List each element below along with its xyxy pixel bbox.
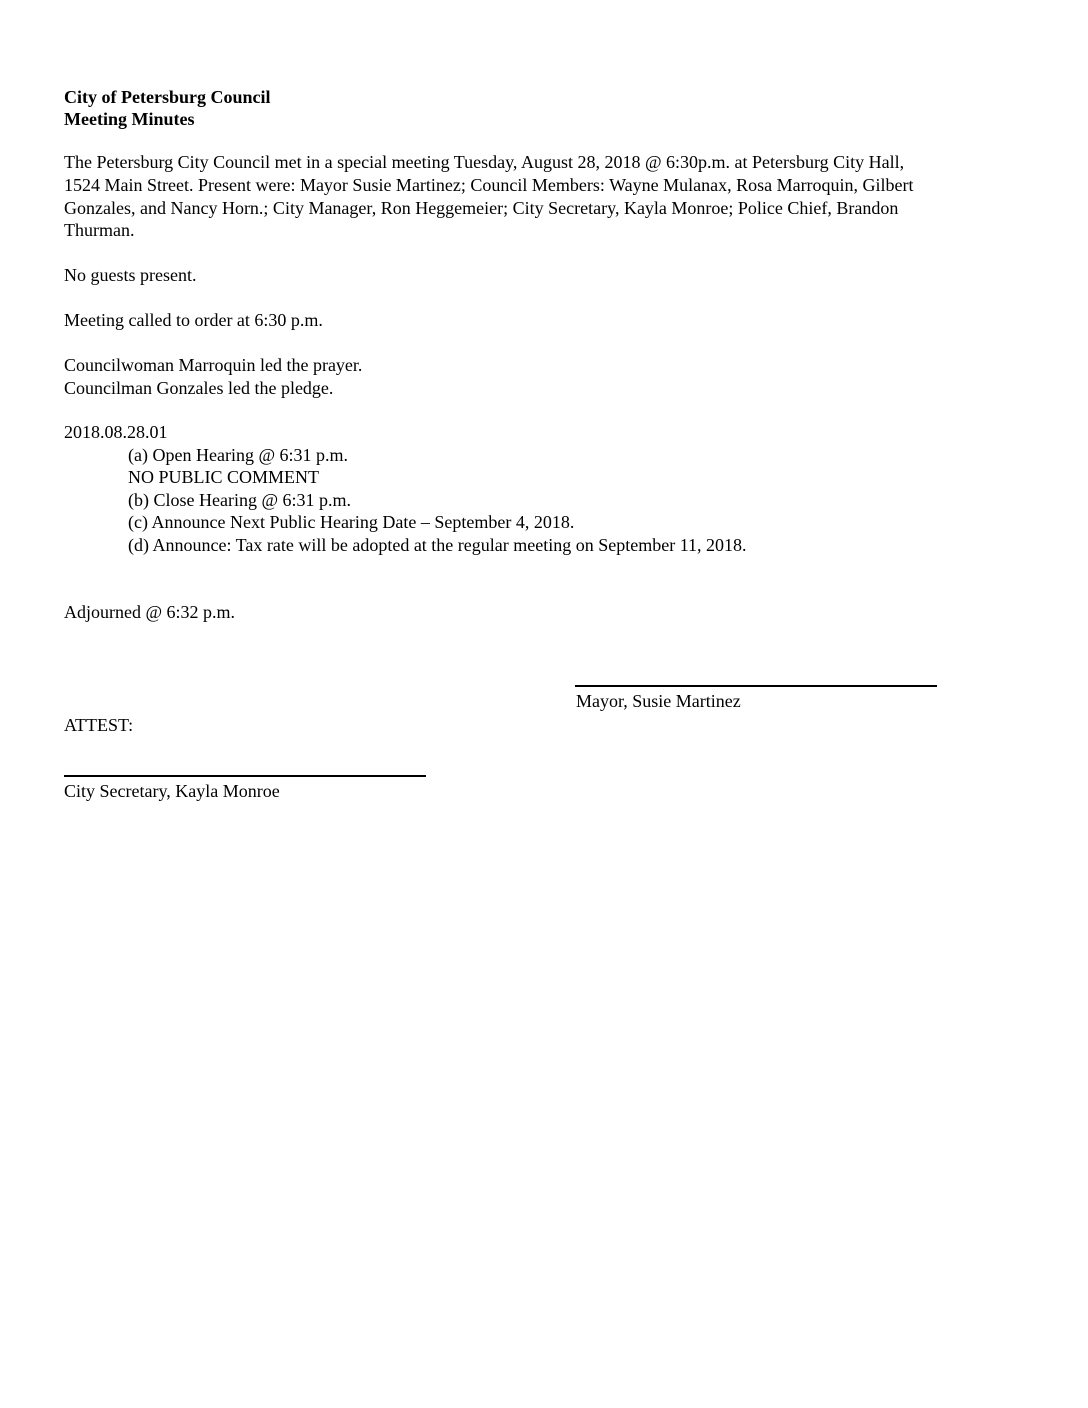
document-subtitle: Meeting Minutes — [64, 109, 195, 129]
mayor-signature-line — [575, 685, 937, 687]
agenda-item-line-public-comment: NO PUBLIC COMMENT — [128, 467, 320, 487]
agenda-item-line-c: (c) Announce Next Public Hearing Date – September 4, 2018. — [128, 512, 575, 532]
attest-label: ATTEST: — [64, 715, 134, 735]
guests-statement: No guests present. — [64, 265, 197, 285]
intro-line-4: Thurman. — [64, 220, 135, 240]
pledge-statement: Councilman Gonzales led the pledge. — [64, 378, 334, 398]
secretary-signature-label: City Secretary, Kayla Monroe — [64, 781, 280, 801]
agenda-item-line-d: (d) Announce: Tax rate will be adopted at the regular meeting on September 11, 2018. — [128, 535, 747, 555]
secretary-signature-line — [64, 775, 426, 777]
agenda-item-line-b: (b) Close Hearing @ 6:31 p.m. — [128, 490, 352, 510]
document-title: City of Petersburg Council — [64, 87, 271, 107]
intro-line-1: The Petersburg City Council met in a special meeting Tuesday, August 28, 2018 @ 6:30p.m. at Petersburg City Hall, — [64, 152, 905, 172]
agenda-item-line-a: (a) Open Hearing @ 6:31 p.m. — [128, 445, 349, 465]
agenda-item-number: 2018.08.28.01 — [64, 422, 168, 442]
prayer-statement: Councilwoman Marroquin led the prayer. — [64, 355, 363, 375]
intro-line-3: Gonzales, and Nancy Horn.; City Manager, Ron Heggemeier; City Secretary, Kayla Monroe; Police Chief, Brandon — [64, 198, 899, 218]
called-to-order-statement: Meeting called to order at 6:30 p.m. — [64, 310, 323, 330]
adjourned-statement: Adjourned @ 6:32 p.m. — [64, 602, 236, 622]
intro-line-2: 1524 Main Street. Present were: Mayor Susie Martinez; Council Members: Wayne Mulanax, Rosa Marroquin, Gilbert — [64, 175, 914, 195]
mayor-signature-label: Mayor, Susie Martinez — [576, 691, 741, 711]
